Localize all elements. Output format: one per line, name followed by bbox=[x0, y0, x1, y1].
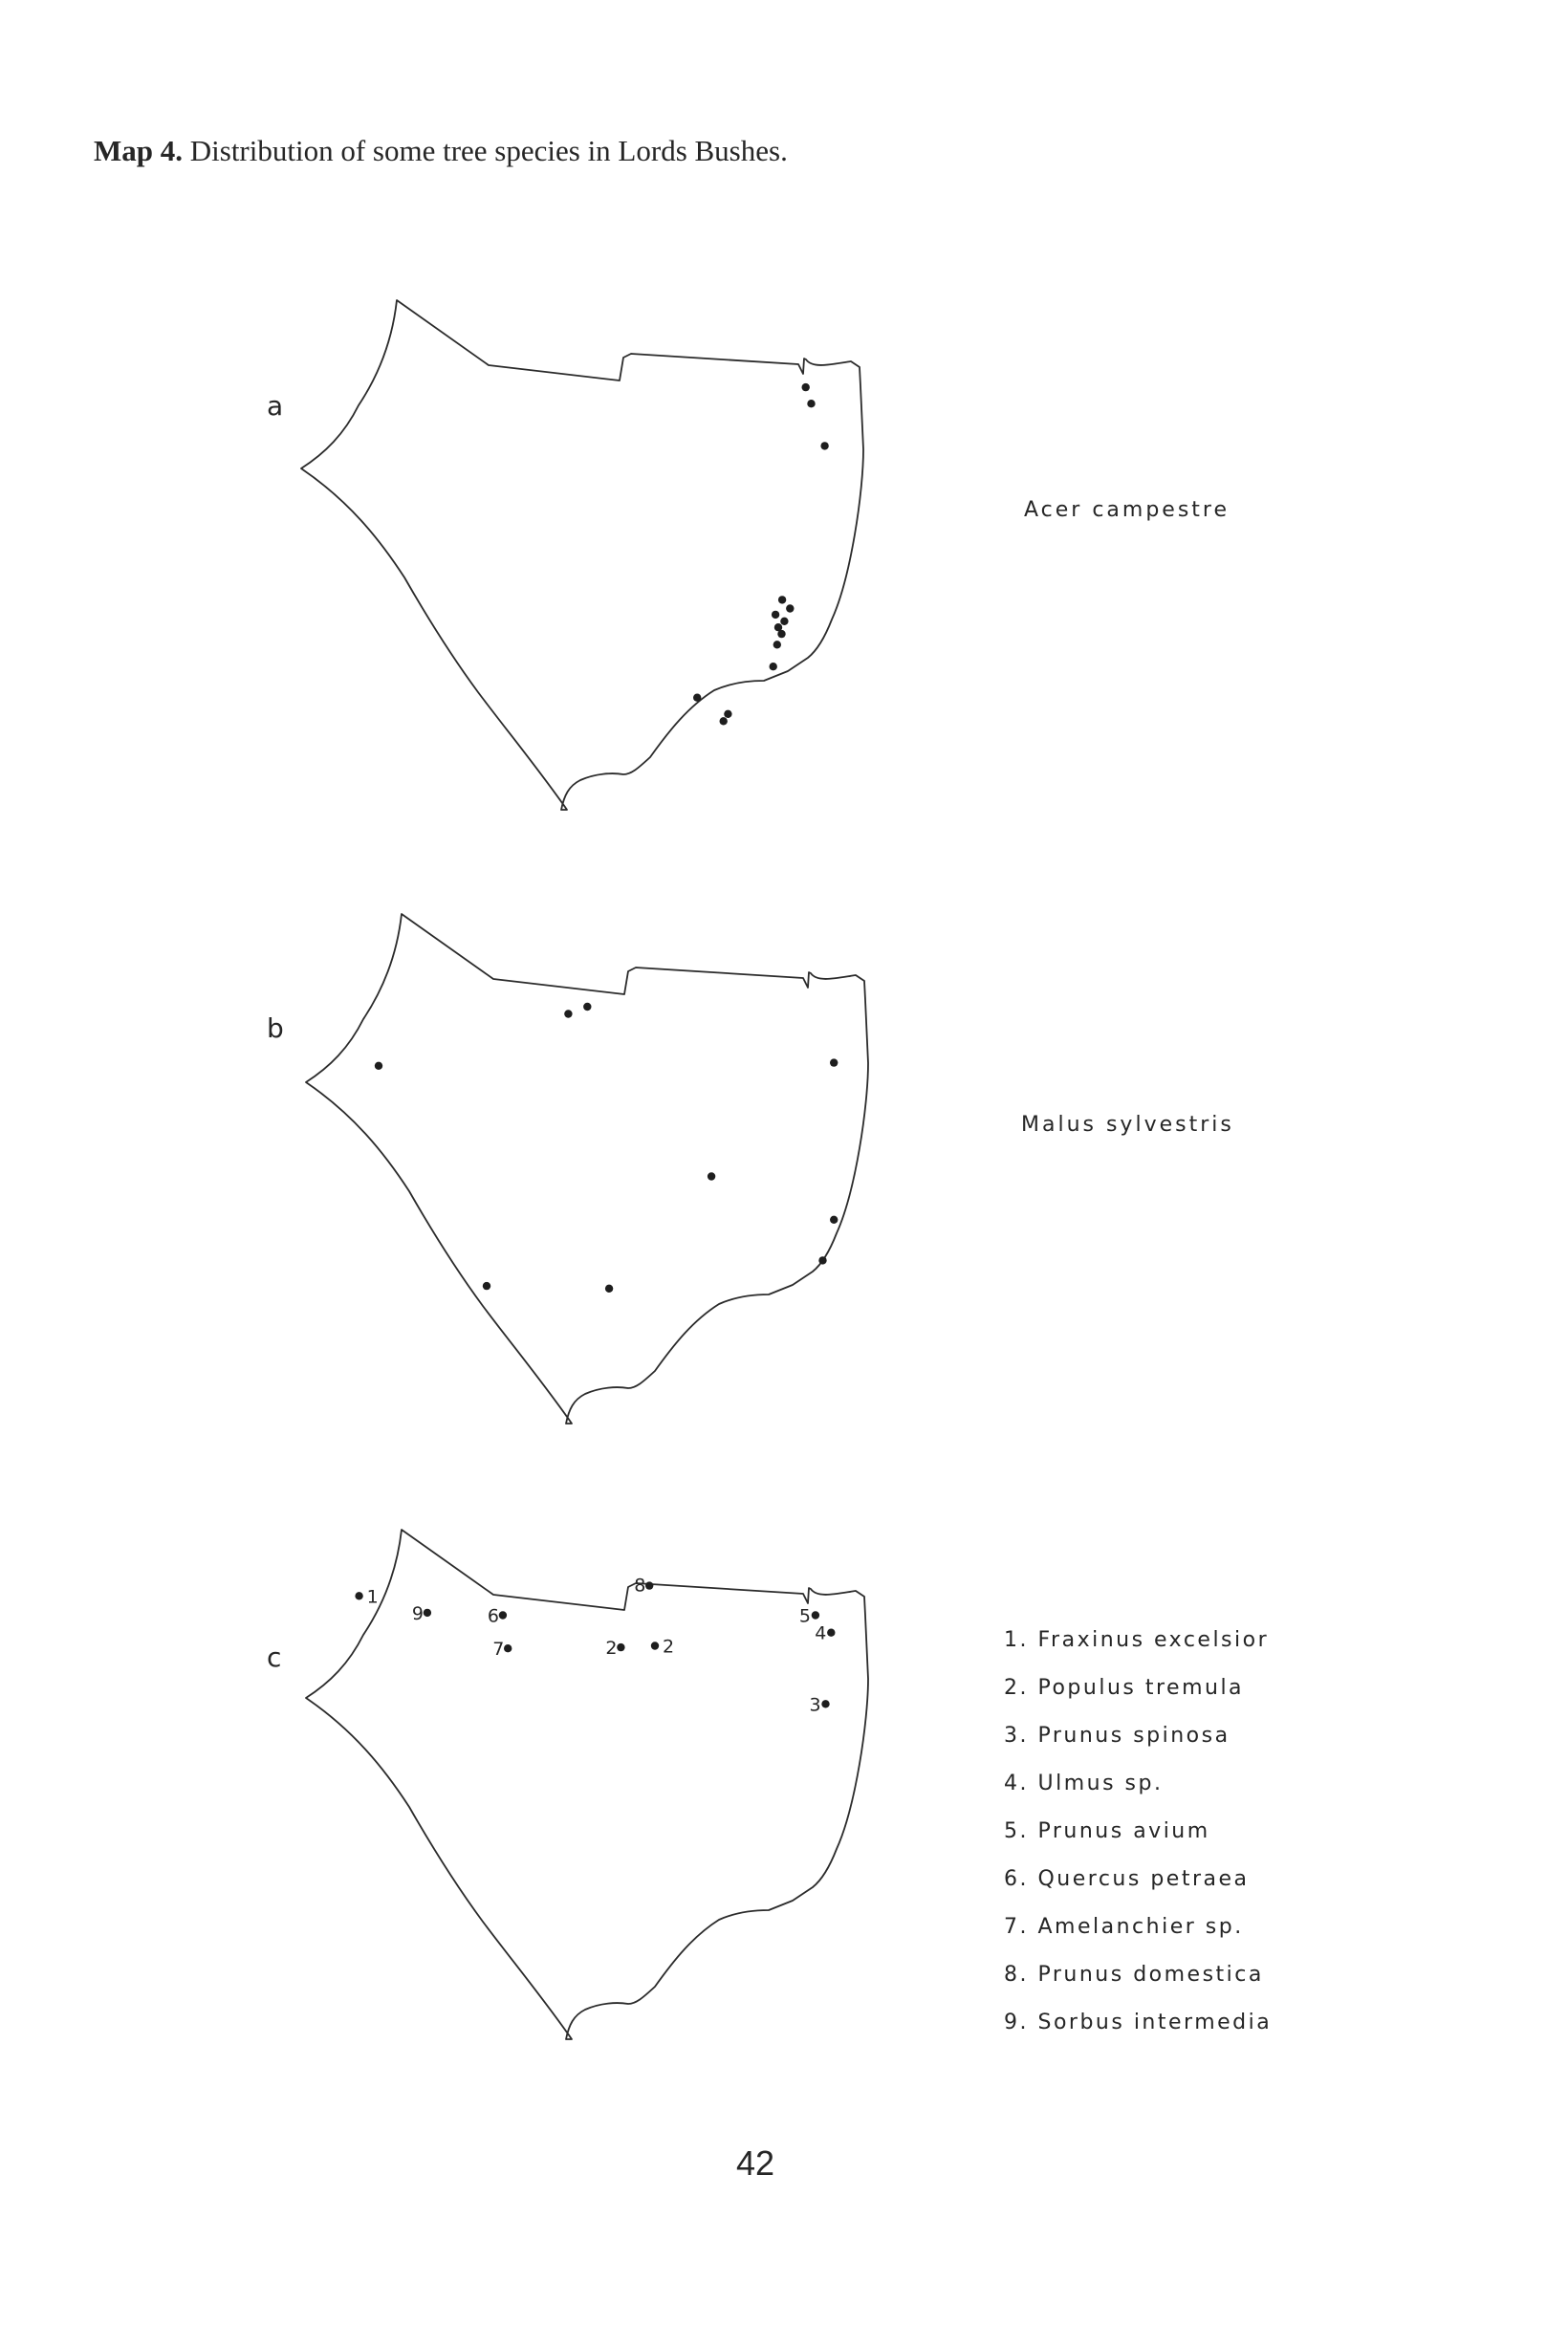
legend-item: 6. Quercus petraea bbox=[1004, 1867, 1250, 1891]
points-layer-a bbox=[693, 383, 829, 726]
legend-item: 1. Fraxinus excelsior bbox=[1004, 1628, 1270, 1652]
tree-location-dot bbox=[786, 604, 794, 612]
tree-location-dot bbox=[802, 383, 810, 391]
tree-location-dot bbox=[777, 630, 785, 638]
tree-location-label: 2 bbox=[663, 1636, 675, 1658]
map-panel-a bbox=[267, 300, 1230, 810]
legend-item: 8. Prunus domestica bbox=[1004, 1963, 1264, 1987]
tree-location-dot bbox=[807, 400, 815, 407]
tree-location-label: 7 bbox=[492, 1639, 505, 1661]
tree-location-dot bbox=[605, 1285, 613, 1293]
tree-location-label: 3 bbox=[809, 1694, 821, 1716]
tree-location-dot bbox=[821, 1700, 829, 1707]
map-panel-c bbox=[267, 1530, 1272, 2039]
tree-location-dot bbox=[424, 1609, 431, 1617]
species-legend bbox=[1004, 1628, 1272, 2034]
points-layer-c bbox=[355, 1576, 835, 1716]
tree-location-dot bbox=[651, 1642, 659, 1649]
tree-location-label: 5 bbox=[798, 1605, 811, 1627]
tree-location-dot bbox=[645, 1581, 653, 1589]
caption-text: Distribution of some tree species in Lords Bushes. bbox=[183, 134, 788, 167]
species-label-malus-sylvestris: Malus sylvestris bbox=[1021, 1113, 1234, 1137]
tree-location-dot bbox=[583, 1003, 591, 1011]
tree-location-dot bbox=[772, 611, 779, 619]
tree-location-label: 6 bbox=[487, 1605, 499, 1627]
legend-item: 2. Populus tremula bbox=[1004, 1676, 1245, 1700]
tree-location-dot bbox=[617, 1643, 624, 1651]
tree-location-dot bbox=[504, 1644, 512, 1652]
tree-location-label: 4 bbox=[815, 1622, 827, 1644]
woodland-outline-c bbox=[306, 1530, 868, 2039]
tree-location-dot bbox=[499, 1611, 507, 1619]
tree-location-dot bbox=[355, 1592, 362, 1599]
legend-item: 5. Prunus avium bbox=[1004, 1819, 1210, 1843]
tree-location-dot bbox=[780, 618, 788, 625]
caption-label: Map 4. bbox=[94, 134, 183, 167]
tree-location-dot bbox=[812, 1611, 819, 1619]
page-number: 42 bbox=[735, 2143, 775, 2183]
tree-location-dot bbox=[483, 1282, 490, 1290]
tree-location-dot bbox=[778, 596, 786, 603]
tree-location-label: 9 bbox=[411, 1602, 424, 1624]
tree-location-dot bbox=[770, 663, 777, 670]
tree-location-label: 8 bbox=[634, 1575, 646, 1597]
woodland-outline-b bbox=[306, 914, 868, 1424]
panel-letter-c: c bbox=[267, 1642, 282, 1673]
legend-item: 4. Ulmus sp. bbox=[1004, 1772, 1164, 1795]
tree-location-dot bbox=[724, 710, 731, 718]
tree-location-dot bbox=[820, 442, 828, 449]
tree-location-dot bbox=[830, 1058, 838, 1066]
tree-location-dot bbox=[827, 1629, 835, 1637]
tree-location-dot bbox=[375, 1062, 382, 1070]
tree-location-dot bbox=[720, 717, 728, 725]
tree-location-dot bbox=[708, 1172, 715, 1180]
panel-letter-a: a bbox=[267, 390, 284, 422]
tree-location-label: 1 bbox=[366, 1586, 379, 1608]
panel-letter-b: b bbox=[267, 1012, 284, 1044]
tree-location-dot bbox=[818, 1256, 826, 1264]
legend-item: 7. Amelanchier sp. bbox=[1004, 1915, 1244, 1939]
tree-location-dot bbox=[830, 1216, 838, 1224]
species-label-acer-campestre: Acer campestre bbox=[1024, 498, 1230, 522]
map-panel-b bbox=[267, 914, 1234, 1424]
tree-location-dot bbox=[564, 1010, 572, 1017]
tree-location-label: 2 bbox=[605, 1638, 618, 1660]
legend-item: 9. Sorbus intermedia bbox=[1004, 2011, 1273, 2034]
legend-item: 3. Prunus spinosa bbox=[1004, 1724, 1230, 1748]
woodland-outline-a bbox=[301, 300, 863, 810]
tree-location-dot bbox=[693, 694, 701, 702]
tree-location-dot bbox=[773, 641, 781, 648]
